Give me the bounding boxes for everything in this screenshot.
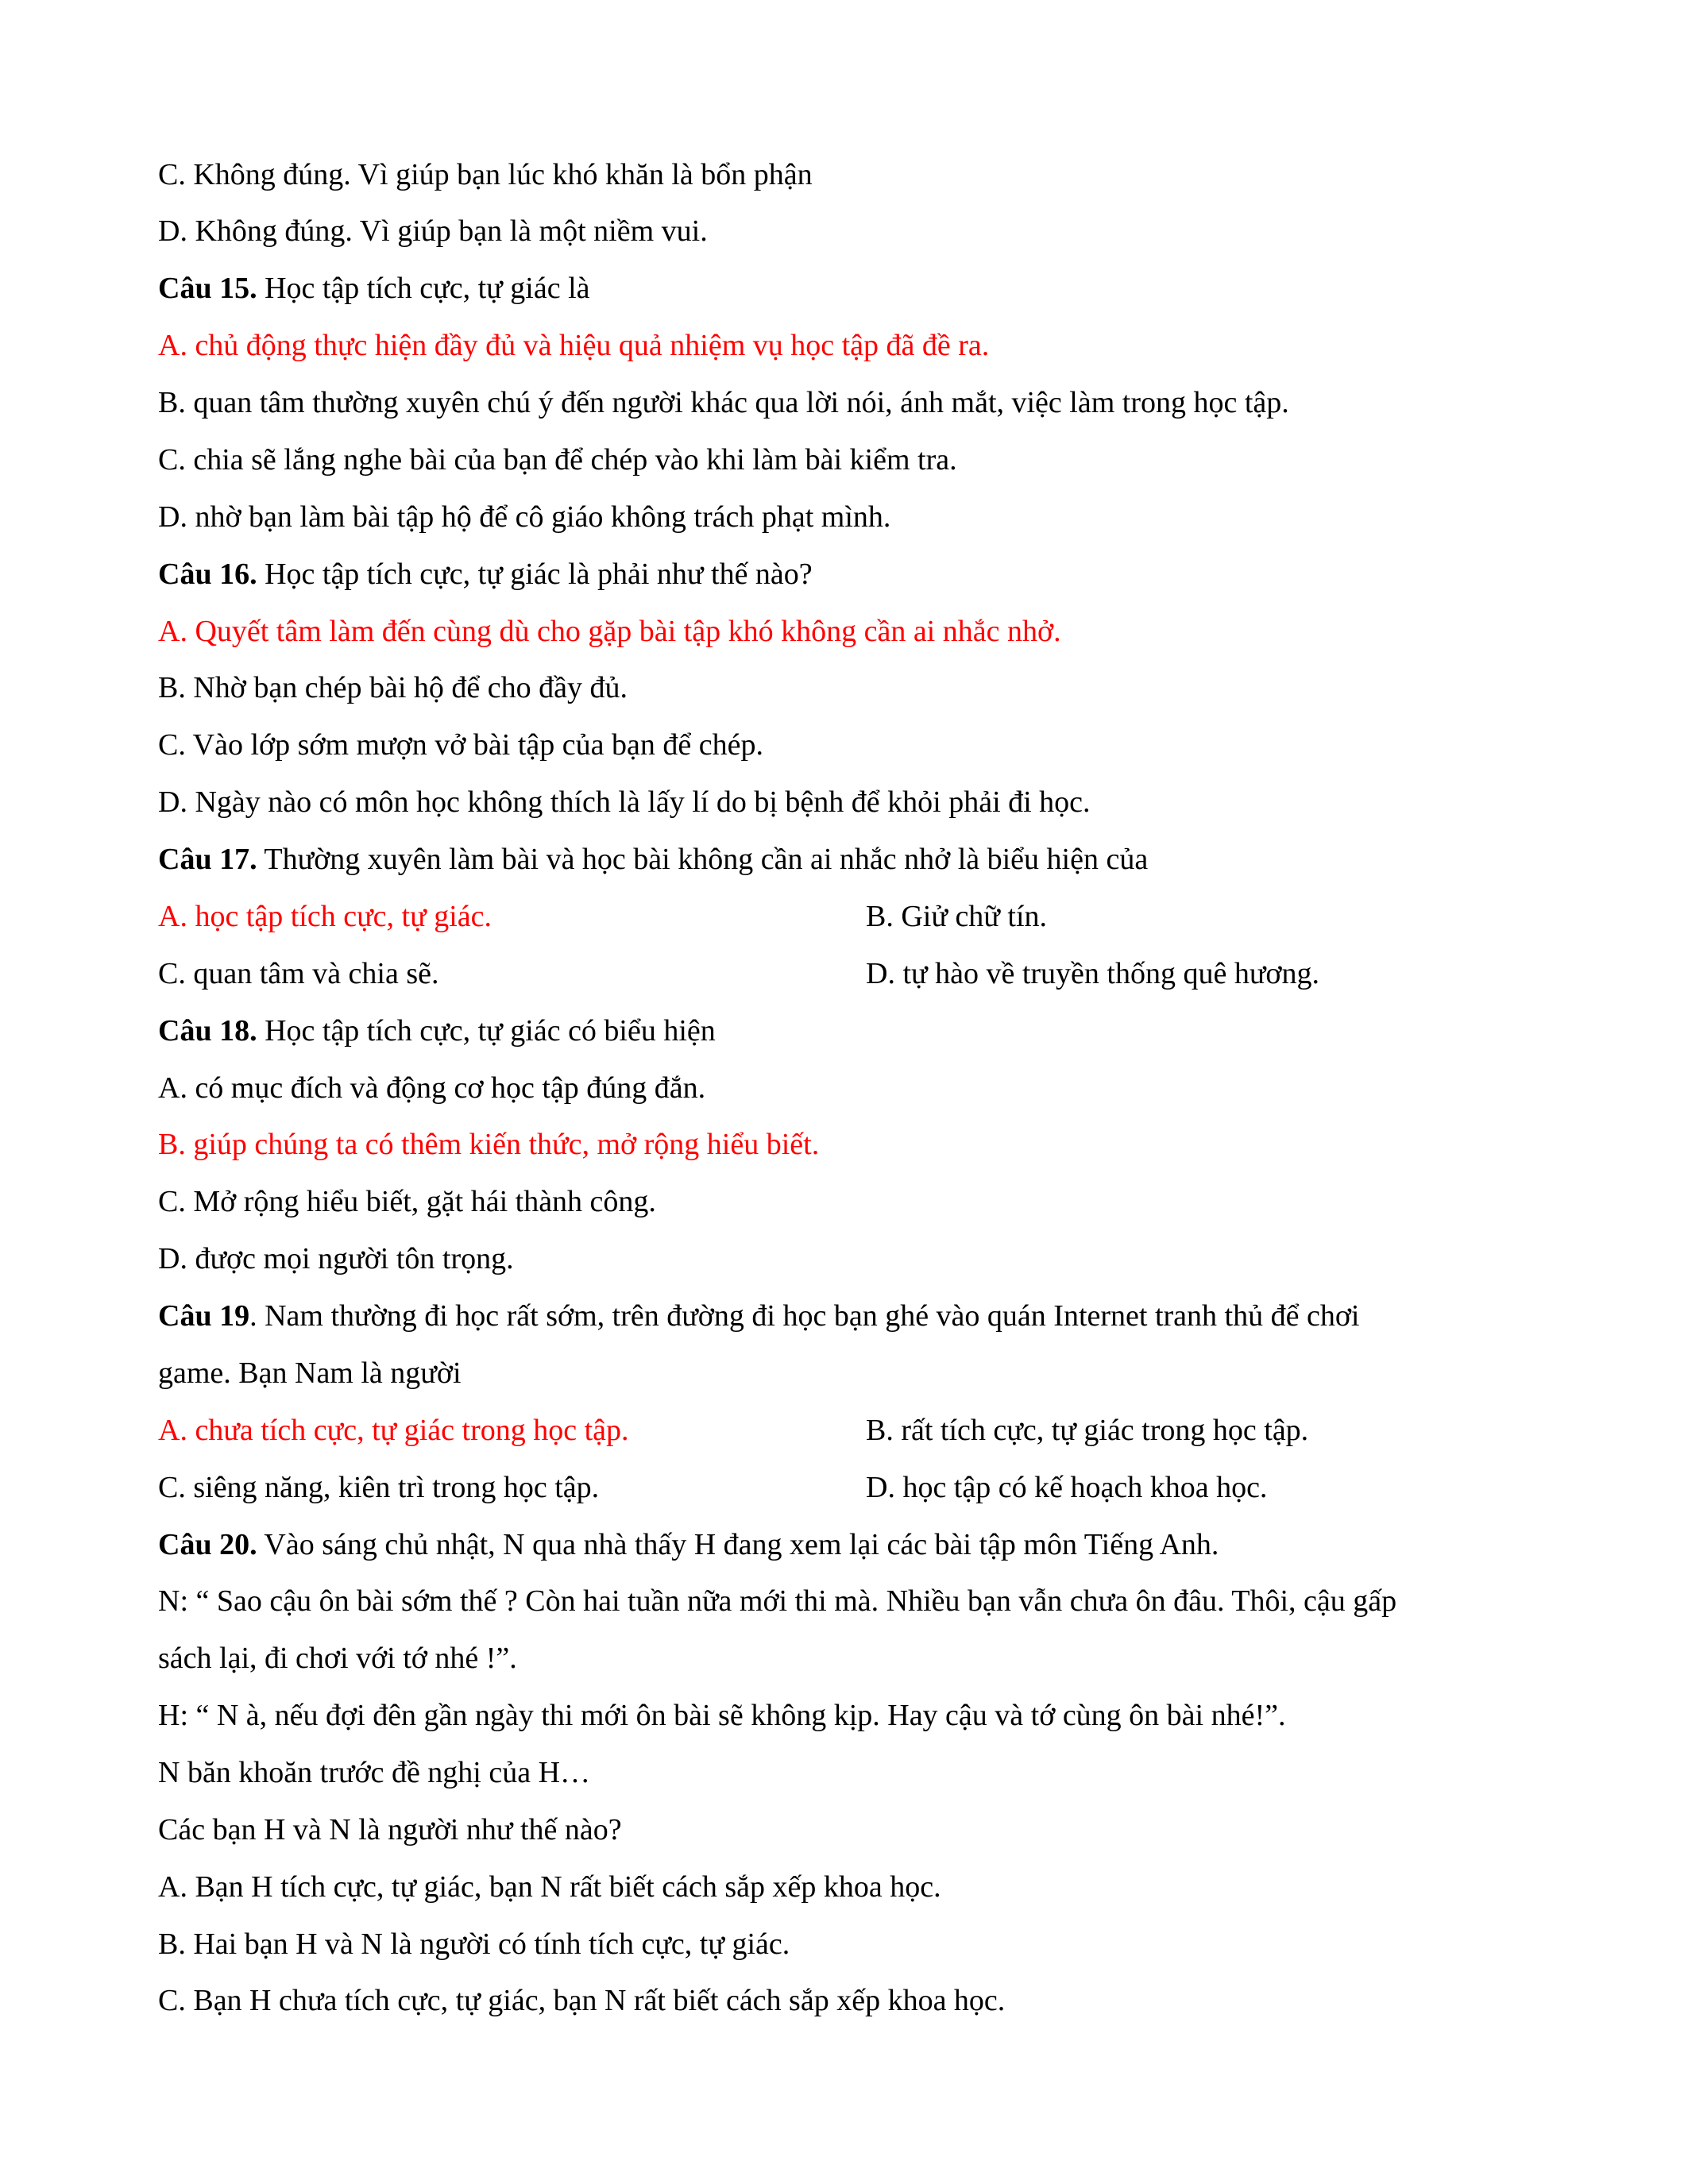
option-b-q15: B. quan tâm thường xuyên chú ý đến người khác qua lời nói, ánh mắt, việc làm trong học tập. [158,386,1289,419]
option-b-q20: B. Hai bạn H và N là người có tính tích cực, tự giác. [158,1927,790,1961]
question-16-label: Câu 16. [158,558,257,591]
question-15-text: Học tập tích cực, tự giác là [257,272,590,305]
option-a-q19-answer: A. chưa tích cực, tự giác trong học tập. [158,1414,629,1447]
option-d-q17: D. tự hào về truyền thống quê hương. [866,957,1320,990]
question-20-prompt: Các bạn H và N là người như thế nào? [158,1813,622,1846]
option-c-q19: C. siêng năng, kiên trì trong học tập. [158,1471,600,1504]
question-20-label: Câu 20. [158,1528,257,1561]
option-b-q17: B. Giử chữ tín. [866,900,1048,933]
option-b-q16: B. Nhờ bạn chép bài hộ để cho đầy đủ. [158,671,628,704]
question-17-text: Thường xuyên làm bài và học bài không cần ai nhắc nhở là biểu hiện của [257,843,1149,876]
question-18 [158,1013,716,1049]
option-a-q16-answer: A. Quyết tâm làm đến cùng dù cho gặp bài tập khó không cần ai nhắc nhở. [158,615,1061,648]
option-c-q17: C. quan tâm và chia sẽ. [158,957,439,990]
option-a-q17-answer: A. học tập tích cực, tự giác. [158,900,492,933]
question-18-label: Câu 18. [158,1014,257,1048]
question-16-text: Học tập tích cực, tự giác là phải như thế nào? [257,558,813,591]
question-16 [158,556,813,592]
question-19-text-continued: game. Bạn Nam là người [158,1356,462,1390]
option-d-q15: D. nhờ bạn làm bài tập hộ để cô giáo không trách phạt mình. [158,500,891,534]
question-20 [158,1526,1219,1563]
dialogue-h: H: “ N à, nếu đợi đên gần ngày thi mới ôn bài sẽ không kịp. Hay cậu và tớ cùng ôn bài nhé!”. [158,1699,1286,1732]
question-18-text: Học tập tích cực, tự giác có biểu hiện [257,1014,716,1048]
question-20-text: Vào sáng chủ nhật, N qua nhà thấy H đang xem lại các bài tập môn Tiếng Anh. [257,1528,1219,1561]
option-b-q18-answer: B. giúp chúng ta có thêm kiến thức, mở rộng hiểu biết. [158,1128,820,1161]
question-15 [158,270,590,307]
option-d-q14: D. Không đúng. Vì giúp bạn là một niềm vui. [158,214,708,248]
option-b-q19: B. rất tích cực, tự giác trong học tập. [866,1414,1309,1447]
question-19 [158,1298,1359,1334]
question-17-label: Câu 17. [158,843,257,876]
dialogue-n-line-1: N: “ Sao cậu ôn bài sớm thế ? Còn hai tuần nữa mới thi mà. Nhiều bạn vẫn chưa ôn đâu. Thôi, cậu gấp [158,1584,1397,1618]
option-d-q19: D. học tập có kế hoạch khoa học. [866,1471,1268,1504]
option-a-q20: A. Bạn H tích cực, tự giác, bạn N rất biết cách sắp xếp khoa học. [158,1870,941,1904]
option-c-q20: C. Bạn H chưa tích cực, tự giác, bạn N rất biết cách sắp xếp khoa học. [158,1984,1006,2017]
question-19-label: Câu 19 [158,1299,250,1333]
dialogue-n-line-2: sách lại, đi chơi với tớ nhé !”. [158,1642,517,1675]
question-19-text: . Nam thường đi học rất sớm, trên đường đi học bạn ghé vào quán Internet tranh thủ để chơi [249,1299,1360,1333]
option-c-q14: C. Không đúng. Vì giúp bạn lúc khó khăn là bổn phận [158,158,813,191]
narration-hesitate: N băn khoăn trước đề nghị của H… [158,1756,591,1789]
option-d-q18: D. được mọi người tôn trọng. [158,1242,514,1275]
question-17 [158,841,1148,878]
option-a-q18: A. có mục đích và động cơ học tập đúng đắn. [158,1071,706,1105]
option-a-q15-answer: A. chủ động thực hiện đầy đủ và hiệu quả nhiệm vụ học tập đã đề ra. [158,329,990,362]
option-c-q16: C. Vào lớp sớm mượn vở bài tập của bạn để chép. [158,728,763,762]
option-c-q18: C. Mở rộng hiểu biết, gặt hái thành công. [158,1185,656,1218]
option-c-q15: C. chia sẽ lắng nghe bài của bạn để chép vào khi làm bài kiểm tra. [158,443,957,477]
question-15-label: Câu 15. [158,272,257,305]
option-d-q16: D. Ngày nào có môn học không thích là lấy lí do bị bệnh để khỏi phải đi học. [158,785,1091,819]
